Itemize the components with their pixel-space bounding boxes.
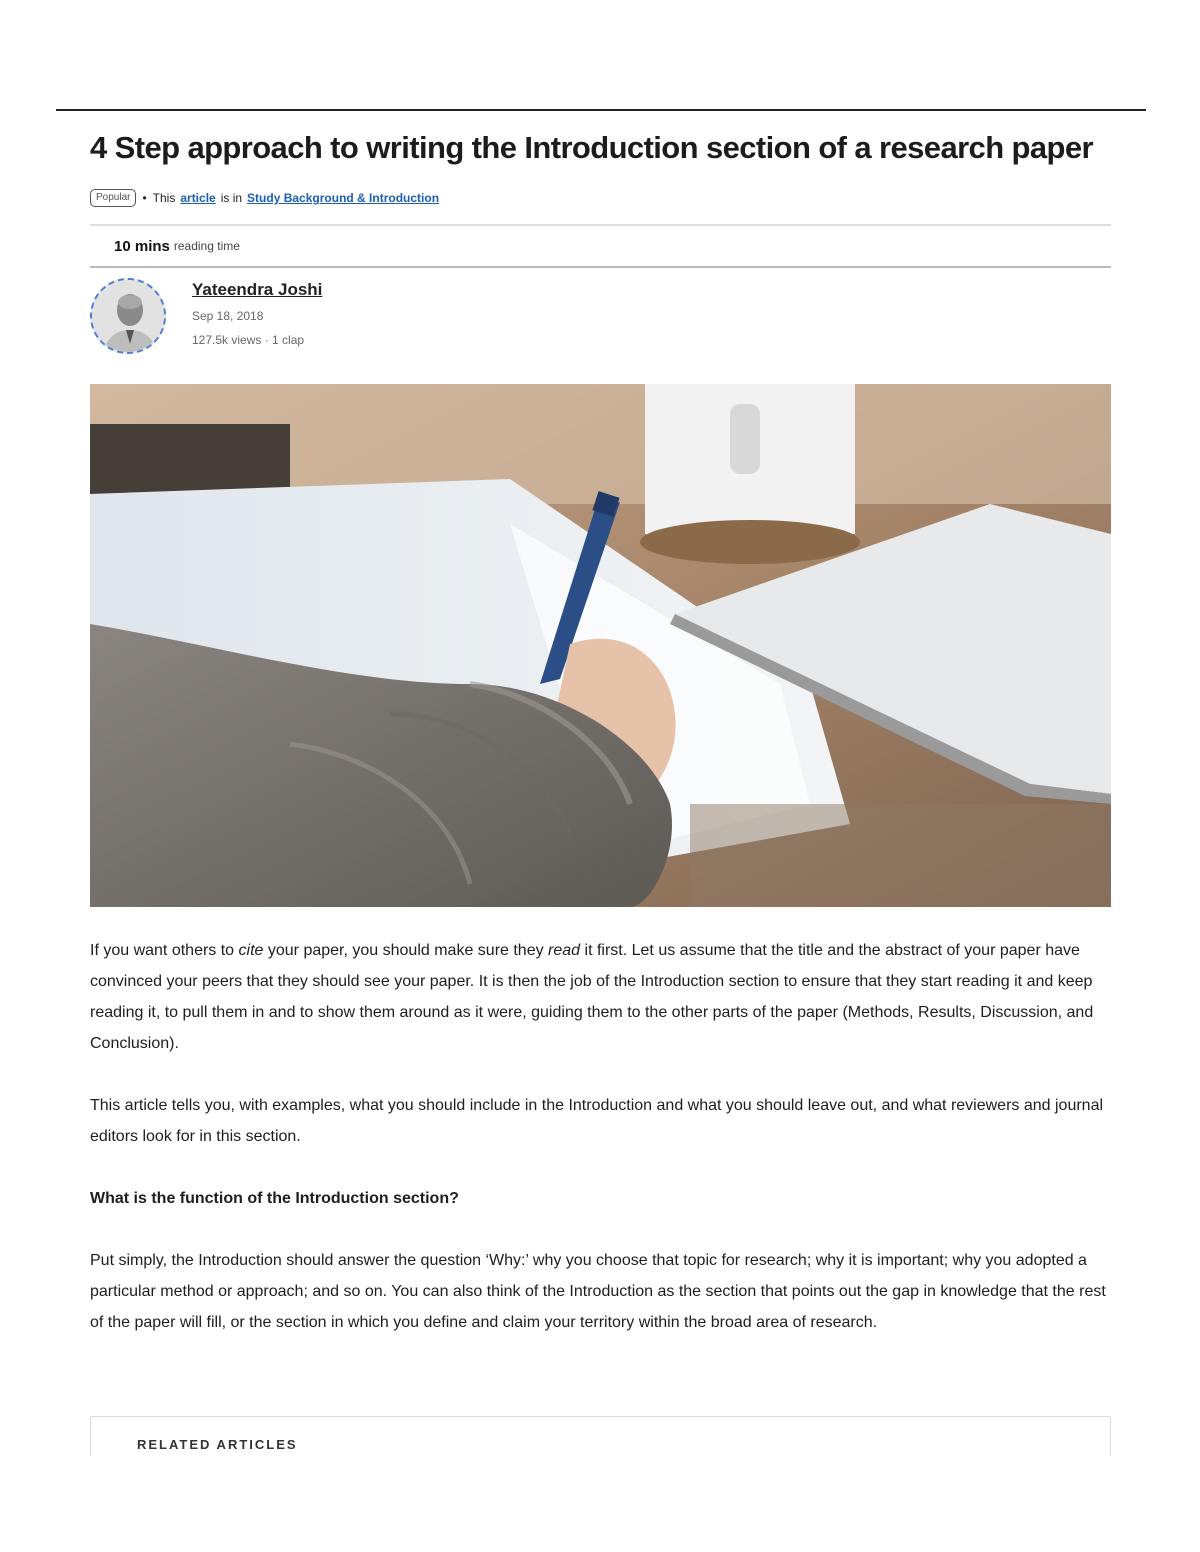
related-articles-label: RELATED ARTICLES — [137, 1437, 298, 1452]
author-info — [192, 278, 322, 362]
meta-mid: is in — [220, 191, 243, 205]
reading-label: reading time — [173, 239, 240, 253]
top-divider — [56, 109, 1146, 111]
author-name-link[interactable]: Yateendra Joshi — [192, 280, 323, 299]
intro-read-emphasis: read — [548, 942, 581, 959]
intro-text-c: it first. Let us assume that the title and the abstract of your paper have convinced your peers that they should see your paper. It is then the job of the Introduction section to ensure that they start reading it and keep reading it, to pull them in and to show them around as it were, guiding them to the other parts of the paper (Methods, Results, Discussion, and Conclusion). — [90, 942, 1094, 1052]
meta-separator: • — [142, 191, 147, 205]
related-articles-box — [90, 1416, 1111, 1456]
article-meta — [90, 188, 1111, 208]
publish-date: Sep 18, 2018 — [192, 309, 264, 323]
avatar-portrait-icon — [92, 280, 166, 354]
intro-text-a: If you want others to — [90, 942, 239, 959]
article-body — [90, 935, 1111, 1338]
category-link[interactable]: Study Background & Introduction — [247, 191, 440, 205]
intro-text-b: your paper, you should make sure they — [263, 942, 549, 959]
author-block — [90, 278, 1111, 362]
reading-time-bar — [90, 224, 1111, 268]
hero-image — [90, 384, 1111, 907]
article-title: 4 Step approach to writing the Introduction section of a research paper — [90, 130, 1093, 165]
intro-paragraph — [90, 935, 1111, 1059]
article-stats: 127.5k views · 1 clap — [192, 333, 305, 347]
popular-badge: Popular — [90, 189, 136, 207]
meta-prefix: This — [152, 191, 176, 205]
article-type-link[interactable]: article — [180, 191, 216, 205]
overview-paragraph: This article tells you, with examples, what you should include in the Introduction and what you should leave out, and what reviewers and journal editors look for in this section. — [90, 1097, 1104, 1145]
section-heading-function: What is the function of the Introduction section? — [90, 1190, 459, 1207]
article — [90, 128, 1111, 1369]
intro-cite-emphasis: cite — [238, 942, 264, 959]
reading-minutes: 10 mins — [114, 237, 170, 255]
function-paragraph: Put simply, the Introduction should answer the question ‘Why:’ why you choose that topic for research; why it is important; why you adopted a particular method or approach; and so on. You can also think of the Introduction as the section that points out the gap in knowledge that the rest of the paper will fill, or the section in which you define and claim your territory within the broad area of research. — [90, 1252, 1106, 1331]
writing-photo-image — [90, 384, 1111, 907]
avatar[interactable] — [90, 278, 166, 354]
